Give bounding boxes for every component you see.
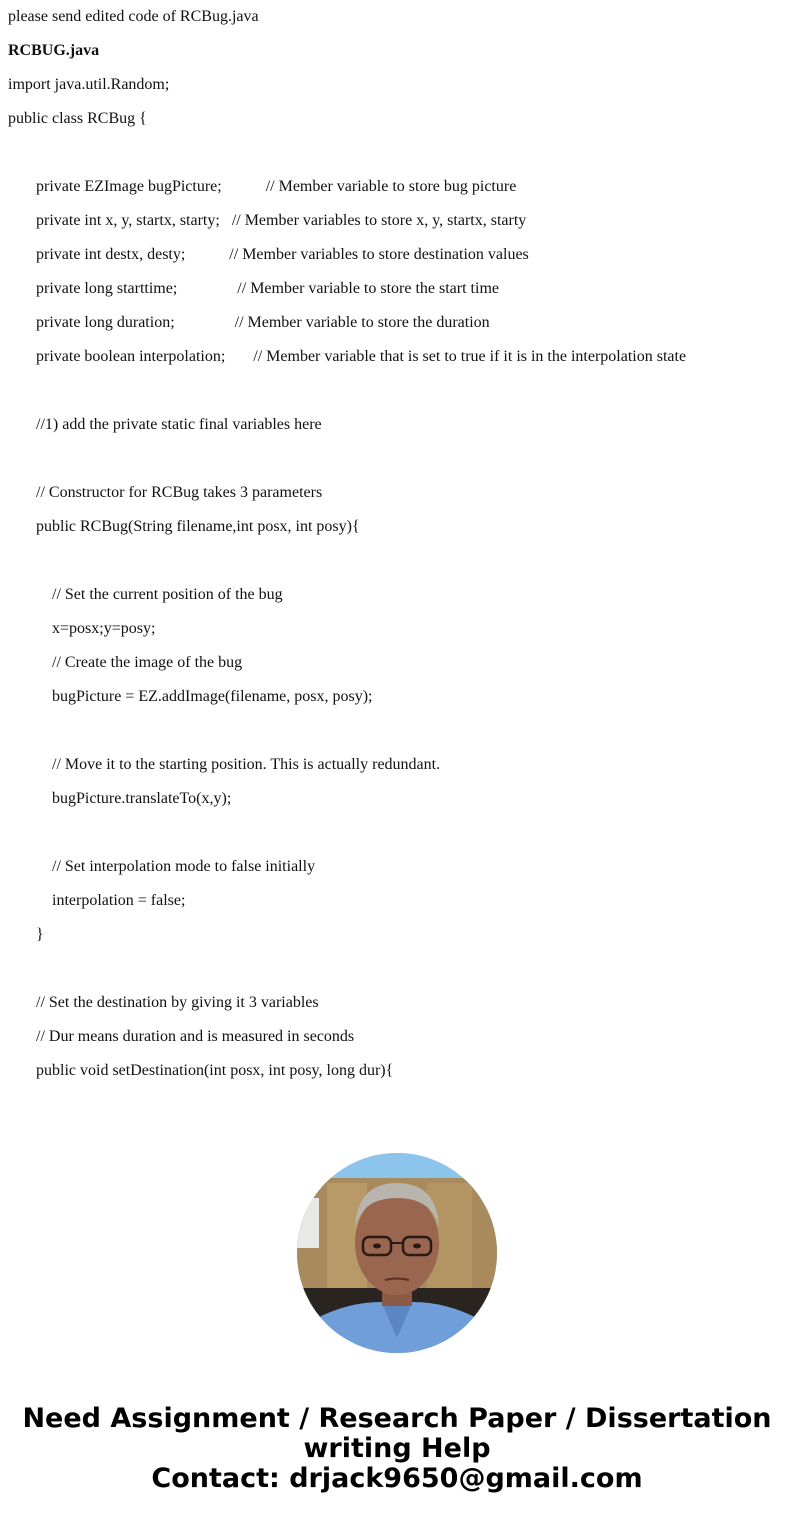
code-line: private boolean interpolation; // Member variable that is set to true if it is in the interpolation state [36,348,687,365]
code-line: // Create the image of the bug [52,654,243,671]
code-line: private int destx, desty; // Member variables to store destination values [36,246,529,263]
code-line: public RCBug(String filename,int posx, int posy){ [36,518,360,535]
code-line: } [36,926,44,943]
code-line: //1) add the private static final variables here [36,416,322,433]
code-line: private long duration; // Member variable to store the duration [36,314,490,331]
code-line: public class RCBug { [8,110,147,127]
file-heading: RCBUG.java [8,42,100,59]
code-line: // Constructor for RCBug takes 3 parameters [36,484,323,501]
code-line: // Set the current position of the bug [52,586,283,603]
banner-line-1: Need Assignment / Research Paper / Dissertation [22,1403,772,1434]
code-line: // Dur means duration and is measured in seconds [36,1028,355,1045]
code-line: // Move it to the starting position. This is actually redundant. [52,756,441,773]
banner-line-2: writing Help [303,1433,491,1464]
code-line: // Set interpolation mode to false initially [52,858,316,875]
contact-email: Contact: drjack9650@gmail.com [151,1463,643,1494]
code-line: private EZImage bugPicture; // Member variable to store bug picture [36,178,517,195]
code-line: private int x, y, startx, starty; // Member variables to store x, y, startx, starty [36,212,527,229]
code-line: import java.util.Random; [8,76,170,93]
person-portrait-icon [297,1153,497,1353]
question-text: please send edited code of RCBug.java [8,8,259,25]
code-line: bugPicture.translateTo(x,y); [52,790,232,807]
code-line: x=posx;y=posy; [52,620,156,637]
avatar [297,1153,497,1353]
code-line: bugPicture = EZ.addImage(filename, posx, posy); [52,688,373,705]
code-line: interpolation = false; [52,892,186,909]
code-line: // Set the destination by giving it 3 variables [36,994,319,1011]
code-line: private long starttime; // Member variable to store the start time [36,280,499,297]
code-line: public void setDestination(int posx, int posy, long dur){ [36,1062,394,1079]
